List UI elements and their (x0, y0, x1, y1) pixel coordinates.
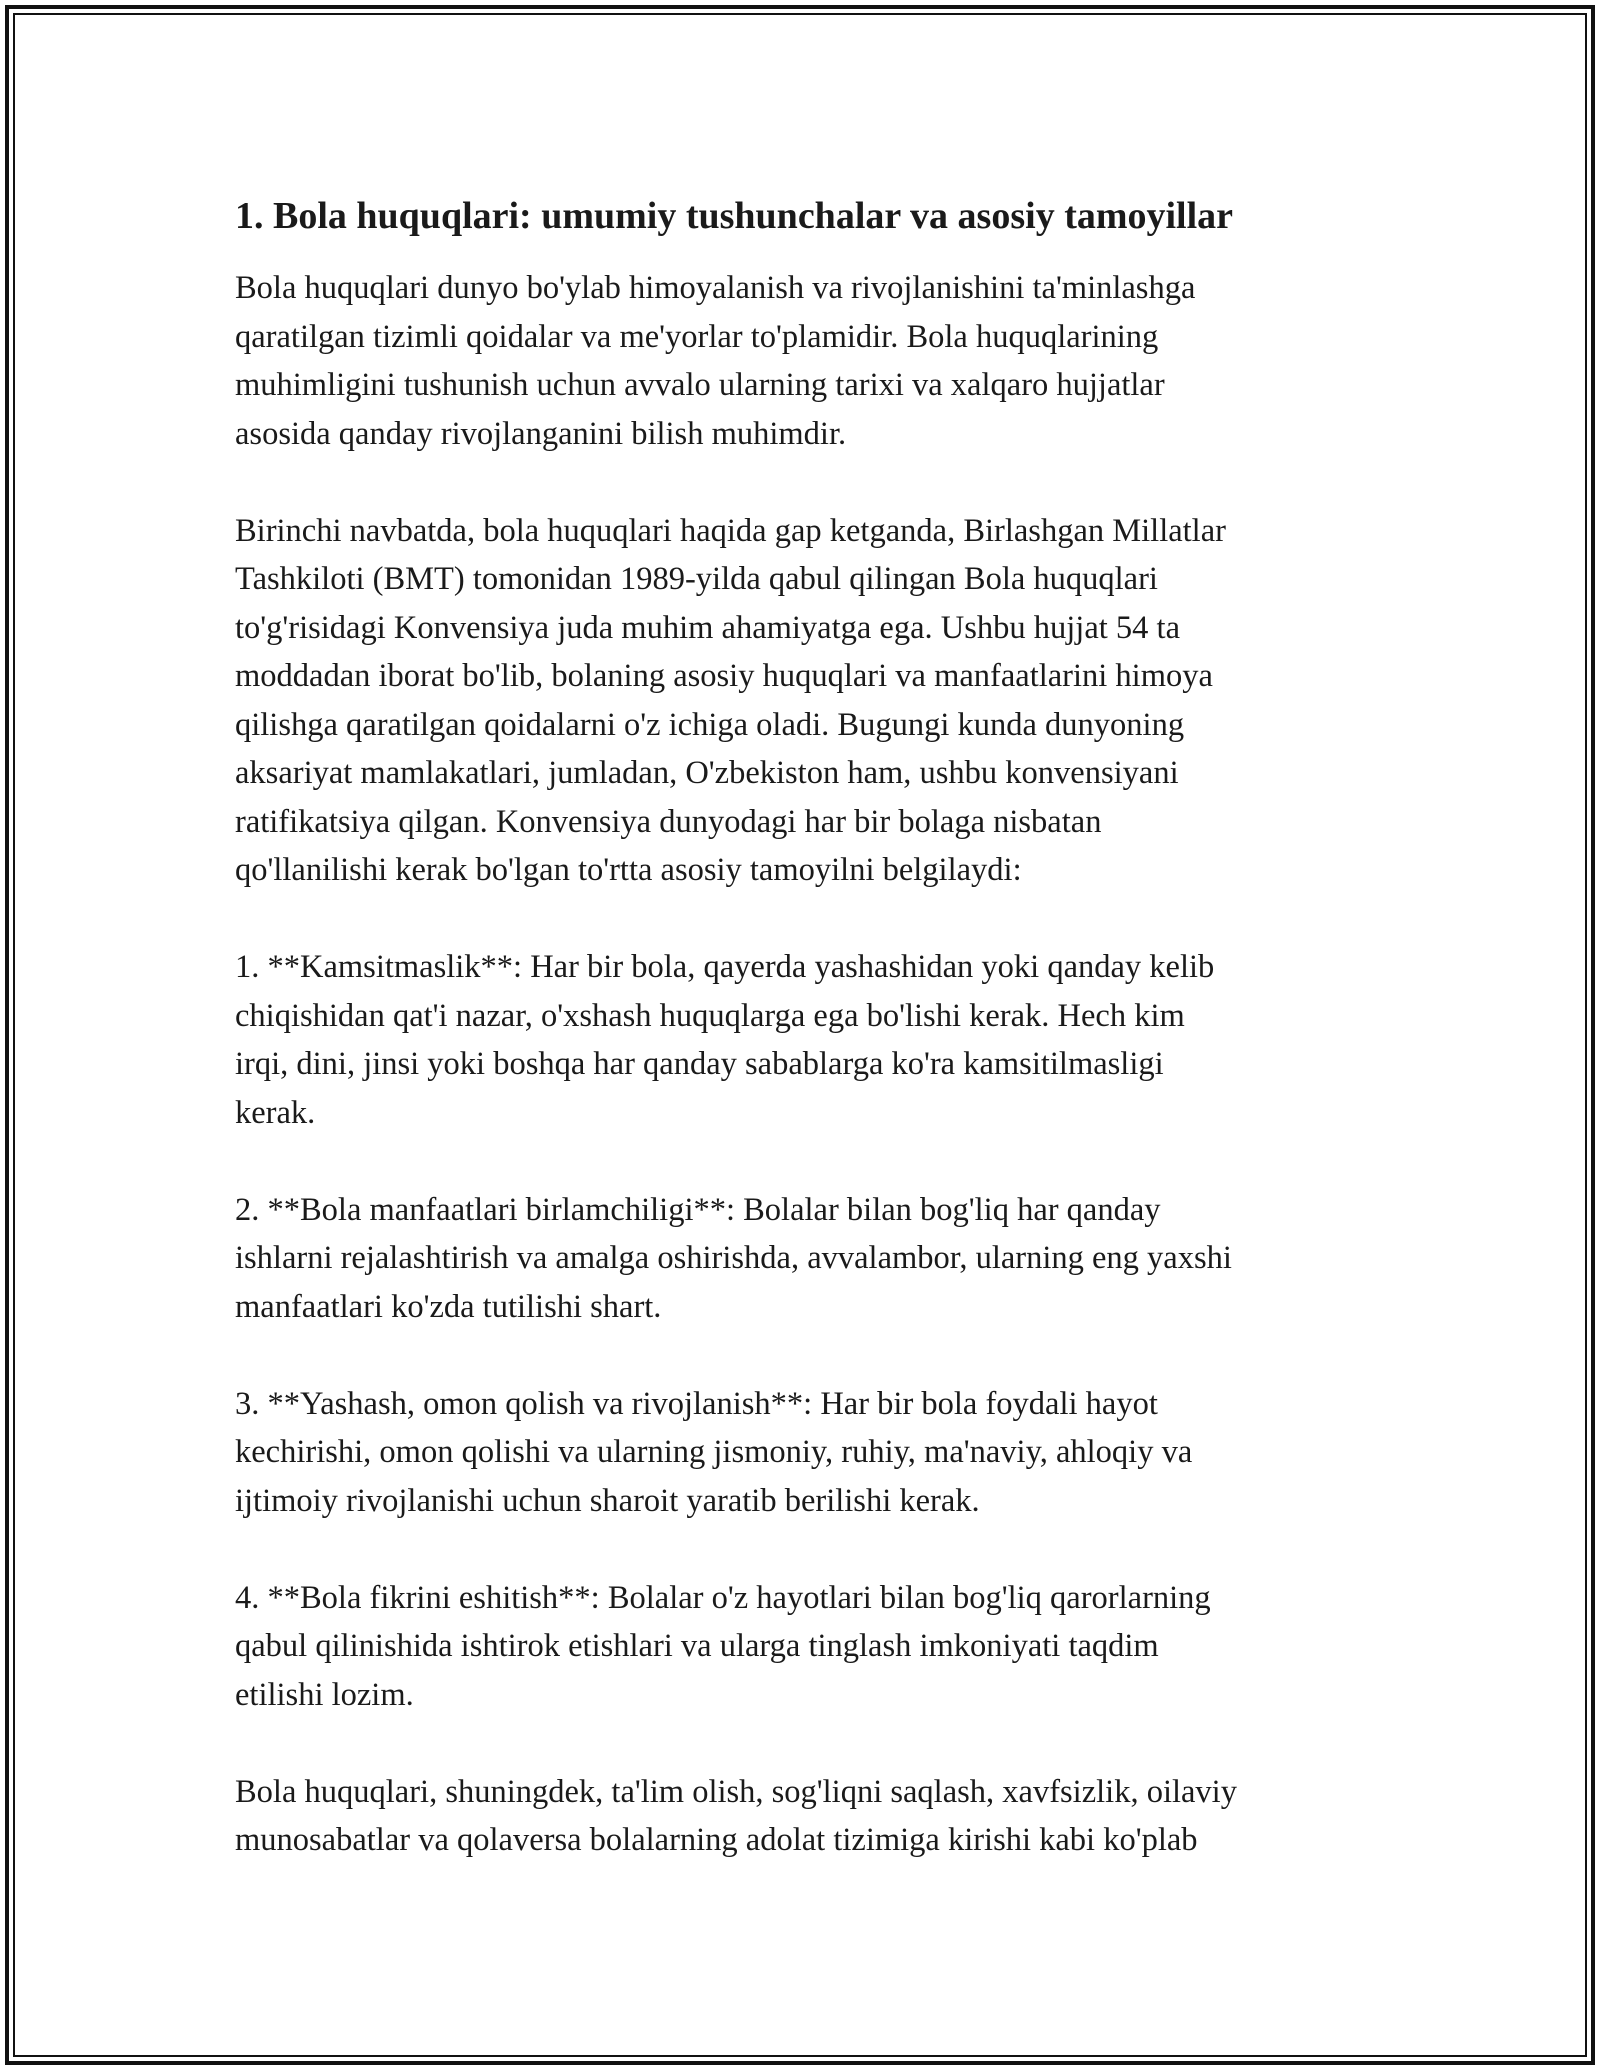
text-line: chiqishidan qat'i nazar, o'xshash huquqlarga ega bo'lishi kerak. Hech kim (235, 997, 1185, 1034)
text-line: asosida qanday rivojlanganini bilish muhimdir. (235, 415, 847, 452)
principle-item-3 (235, 1380, 1375, 1526)
section-title: 1. Bola huquqlari: umumiy tushunchalar va asosiy tamoyillar (235, 195, 1234, 237)
text-line: etilishi lozim. (235, 1676, 414, 1713)
text-line: qabul qilinishida ishtirok etishlari va ularga tinglash imkoniyati taqdim (235, 1628, 1159, 1664)
paragraph-closing (235, 1768, 1375, 1865)
text-line: muhimligini tushunish uchun avvalo ularning tarixi va xalqaro hujjatlar (235, 367, 1165, 403)
text-line: 1. **Kamsitmaslik**: Har bir bola, qayerda yashashidan yoki qanday kelib (235, 949, 1215, 985)
text-line: Bola huquqlari dunyo bo'ylab himoyalanish va rivojlanishini ta'minlashga (235, 270, 1196, 306)
text-line: ijtimoiy rivojlanishi uchun sharoit yaratib berilishi kerak. (235, 1482, 980, 1519)
text-line: 3. **Yashash, omon qolish va rivojlanish**: Har bir bola foydali hayot (235, 1385, 1158, 1422)
text-line: qilishga qaratilgan qoidalarni o'z ichiga oladi. Bugungi kunda dunyoning (235, 706, 1185, 743)
text-line: kerak. (235, 1094, 316, 1131)
document-body (235, 188, 1375, 1865)
text-line: to'g'risidagi Konvensiya juda muhim ahamiyatga ega. Ushbu hujjat 54 ta (235, 609, 1180, 646)
text-line: qaratilgan tizimli qoidalar va me'yorlar to'plamidir. Bola huquqlarining (235, 318, 1159, 355)
text-line: kechirishi, omon qolishi va ularning jismoniy, ruhiy, ma'naviy, ahloqiy va (235, 1434, 1193, 1470)
principle-item-1 (235, 943, 1375, 1137)
text-line: Birinchi navbatda, bola huquqlari haqida gap ketganda, Birlashgan Millatlar (235, 512, 1226, 549)
text-line: manfaatlari ko'zda tutilishi shart. (235, 1288, 662, 1325)
text-line: irqi, dini, jinsi yoki boshqa har qanday sabablarga ko'ra kamsitilmasligi (235, 1046, 1164, 1082)
text-line: ishlarni rejalashtirish va amalga oshirishda, avvalambor, ularning eng yaxshi (235, 1240, 1232, 1276)
text-line: munosabatlar va qolaversa bolalarning adolat tizimiga kirishi kabi ko'plab (235, 1822, 1198, 1858)
text-line: aksariyat mamlakatlari, jumladan, O'zbekiston ham, ushbu konvensiyani (235, 755, 1179, 791)
text-line: ratifikatsiya qilgan. Konvensiya dunyodagi har bir bolaga nisbatan (235, 803, 1102, 840)
text-line: Tashkiloti (BMT) tomonidan 1989-yilda qabul qilingan Bola huquqlari (235, 561, 1158, 597)
paragraph-intro (235, 264, 1375, 458)
text-line: qo'llanilishi kerak bo'lgan to'rtta asosiy tamoyilni belgilaydi: (235, 852, 1022, 888)
text-line: Bola huquqlari, shuningdek, ta'lim olish, sog'liqni saqlash, xavfsizlik, oilaviy (235, 1773, 1237, 1810)
text-line: 2. **Bola manfaatlari birlamchiligi**: Bolalar bilan bog'liq har qanday (235, 1191, 1161, 1228)
text-line: 4. **Bola fikrini eshitish**: Bolalar o'z hayotlari bilan bog'liq qarorlarning (235, 1579, 1211, 1616)
principle-item-4 (235, 1574, 1375, 1720)
paragraph-convention (235, 507, 1375, 895)
principle-item-2 (235, 1186, 1375, 1332)
text-line: moddadan iborat bo'lib, bolaning asosiy huquqlari va manfaatlarini himoya (235, 658, 1213, 694)
